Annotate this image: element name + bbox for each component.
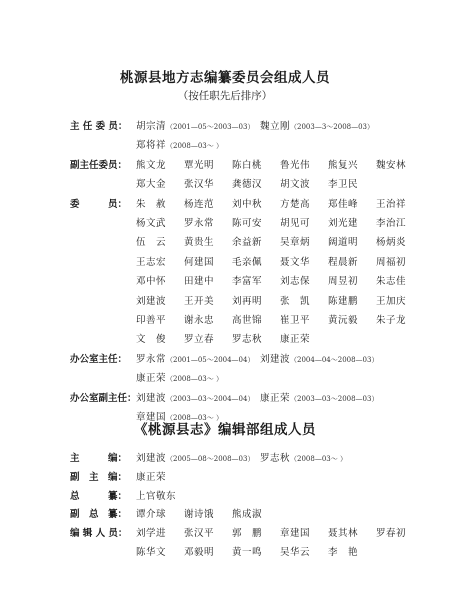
member-name: 刘光建	[328, 218, 359, 229]
member-name: 康正荣	[136, 471, 167, 483]
member-name: 罗志秋	[260, 453, 291, 464]
roster-row	[70, 137, 430, 157]
role-label: 办公室副主任：	[70, 392, 137, 404]
member-name: 王治祥	[376, 198, 407, 210]
member-name: 阔道明	[328, 237, 359, 249]
member-name: 郑大金	[136, 179, 167, 191]
role-label: 副 总 纂：	[70, 509, 128, 521]
member-name: 杨连范	[184, 198, 215, 210]
member-name: 谢永忠	[184, 315, 215, 326]
member-name: 高世锦	[232, 315, 263, 326]
member-name: 邓中怀	[136, 276, 167, 288]
member-name: 朱子龙	[376, 315, 407, 326]
member-name: 谭介球	[136, 509, 167, 521]
member-name: 刘建波	[260, 353, 291, 365]
member-name: 张 凯	[280, 295, 311, 307]
section2-title: 《桃源县志》编辑部组成人员	[134, 422, 316, 438]
member-name: 吴华云	[280, 547, 311, 558]
member-name: 熊成淑	[232, 509, 263, 521]
term-dates: （2008—03～ ）	[166, 142, 223, 151]
roster-row	[70, 176, 430, 196]
member-name: 郑佳峰	[328, 198, 359, 210]
term-dates: （2008—03～ ）	[290, 455, 347, 463]
member-name: 罗永常	[184, 218, 215, 229]
role-label: 委 员：	[70, 198, 128, 210]
roster-row	[70, 370, 430, 390]
member-entry	[136, 450, 254, 464]
role-label: 副主任委员：	[70, 159, 128, 171]
member-name: 周昱初	[328, 276, 359, 288]
roster-row	[70, 390, 430, 410]
member-name: 王志宏	[136, 256, 167, 268]
member-name: 文 俊	[136, 334, 167, 346]
member-name: 刘再明	[232, 295, 263, 307]
member-name: 张汉华	[184, 179, 215, 191]
section1-subtitle: （按任职先后排序）	[177, 90, 273, 102]
member-entry	[136, 137, 223, 151]
member-entry	[136, 351, 254, 365]
member-name: 方楚高	[280, 198, 311, 210]
member-name: 崔卫平	[280, 315, 311, 326]
member-name: 刘志保	[280, 276, 311, 288]
roster-row	[70, 331, 430, 351]
term-dates: （2008—03～ ）	[166, 375, 223, 384]
member-name: 朱志佳	[376, 276, 407, 288]
term-dates: （2004—04～2008—03）	[290, 355, 379, 364]
member-name: 康正荣	[280, 334, 311, 346]
member-name: 王开美	[184, 295, 215, 307]
role-label: 主 任 委 员：	[70, 121, 128, 132]
roster-row	[70, 215, 430, 235]
roster-row	[70, 450, 430, 470]
member-name: 李 艳	[328, 547, 359, 558]
member-entry	[136, 370, 223, 384]
term-dates: （2003—3～2008—03）	[290, 123, 375, 131]
member-name: 邓毅明	[184, 547, 215, 558]
roster-row	[70, 157, 430, 177]
member-entry	[260, 450, 347, 464]
member-name: 朱 赦	[136, 198, 167, 210]
member-name: 郑将祥	[136, 140, 167, 152]
member-name: 吴章炳	[280, 237, 311, 249]
member-entry	[260, 351, 378, 365]
member-name: 黄沅毅	[328, 315, 359, 326]
member-name: 陈华文	[136, 547, 167, 558]
member-name: 张汉平	[184, 528, 215, 540]
member-name: 刘中秋	[232, 198, 263, 210]
member-name: 毛亲佩	[232, 256, 263, 268]
role-label: 编 辑 人 员：	[70, 528, 128, 540]
member-name: 罗春初	[376, 528, 407, 540]
member-name: 李富军	[232, 276, 263, 288]
term-dates: （2005—08～2008—03）	[166, 455, 255, 463]
roster-row	[70, 312, 430, 332]
roster-row	[70, 469, 430, 489]
member-entry	[136, 390, 254, 404]
member-name: 罗永常	[136, 353, 167, 365]
member-name: 章建国	[280, 528, 311, 540]
member-name: 王加庆	[376, 295, 407, 307]
member-name: 李治江	[376, 218, 407, 229]
term-dates: （2003—03～2008—03）	[290, 394, 379, 403]
member-name: 田建中	[184, 276, 215, 288]
roster-row	[70, 273, 430, 293]
member-name: 上官敬东	[136, 490, 177, 502]
term-dates: （2003—03～2004—04）	[166, 394, 255, 403]
member-name: 龚德汉	[232, 179, 263, 191]
roster-row	[70, 118, 430, 138]
section1-title: 桃源县地方志编纂委员会组成人员	[120, 70, 330, 86]
member-name: 魏立刚	[260, 121, 291, 132]
member-name: 郭 鹏	[232, 528, 263, 540]
roster-row	[70, 351, 430, 371]
roster-row	[70, 254, 430, 274]
member-entry	[260, 390, 378, 404]
member-name: 胡文波	[280, 179, 311, 191]
roster-row	[70, 525, 430, 545]
member-name: 覃光明	[184, 159, 215, 171]
roster-row	[70, 234, 430, 254]
member-name: 陈白桃	[232, 159, 263, 171]
roster-row	[70, 544, 430, 564]
member-name: 熊复兴	[328, 159, 359, 171]
roster-row	[70, 293, 430, 313]
member-name: 章建国	[136, 412, 167, 423]
role-label: 总 纂：	[70, 490, 128, 502]
member-name: 康正荣	[260, 392, 291, 404]
roster-row	[70, 196, 430, 216]
roster-row	[70, 488, 430, 508]
roster-row	[70, 506, 430, 526]
member-entry	[136, 118, 254, 132]
member-name: 刘建波	[136, 295, 167, 307]
member-name: 聂文华	[280, 256, 311, 268]
member-name: 黄一鸣	[232, 547, 263, 558]
member-name: 伍 云	[136, 237, 167, 249]
term-dates: （2001—05～2004—04）	[166, 355, 255, 364]
member-name: 聂其林	[328, 528, 359, 540]
member-name: 杨炳炎	[376, 237, 407, 249]
member-name: 何建国	[184, 256, 215, 268]
member-name: 印善平	[136, 315, 167, 326]
member-name: 罗志秋	[232, 334, 263, 346]
role-label: 副 主 编：	[70, 471, 128, 483]
role-label: 办公室主任：	[70, 353, 128, 365]
member-name: 熊文龙	[136, 159, 167, 171]
member-name: 鲁光伟	[280, 159, 311, 171]
member-name: 胡见可	[280, 218, 311, 229]
member-name: 魏安林	[376, 159, 407, 171]
term-dates: （2001—05～2003—03）	[166, 123, 255, 131]
member-name: 罗立春	[184, 334, 215, 346]
member-name: 杨文武	[136, 218, 167, 229]
member-name: 谢诗饿	[184, 509, 215, 521]
member-name: 刘学进	[136, 528, 167, 540]
member-name: 刘建波	[136, 453, 167, 464]
member-name: 陈可安	[232, 218, 263, 229]
member-name: 周福初	[376, 256, 407, 268]
member-name: 余益新	[232, 237, 263, 249]
member-name: 康正荣	[136, 373, 167, 385]
member-name: 程晨新	[328, 256, 359, 268]
member-name: 刘建波	[136, 392, 167, 404]
member-name: 陈建鹏	[328, 295, 359, 307]
member-entry	[260, 118, 374, 132]
member-name: 黄贵生	[184, 237, 215, 249]
member-name: 李卫民	[328, 179, 359, 191]
member-name: 胡宗清	[136, 121, 167, 132]
role-label: 主 编：	[70, 453, 128, 464]
term-dates: （2008—03～ ）	[166, 414, 223, 422]
